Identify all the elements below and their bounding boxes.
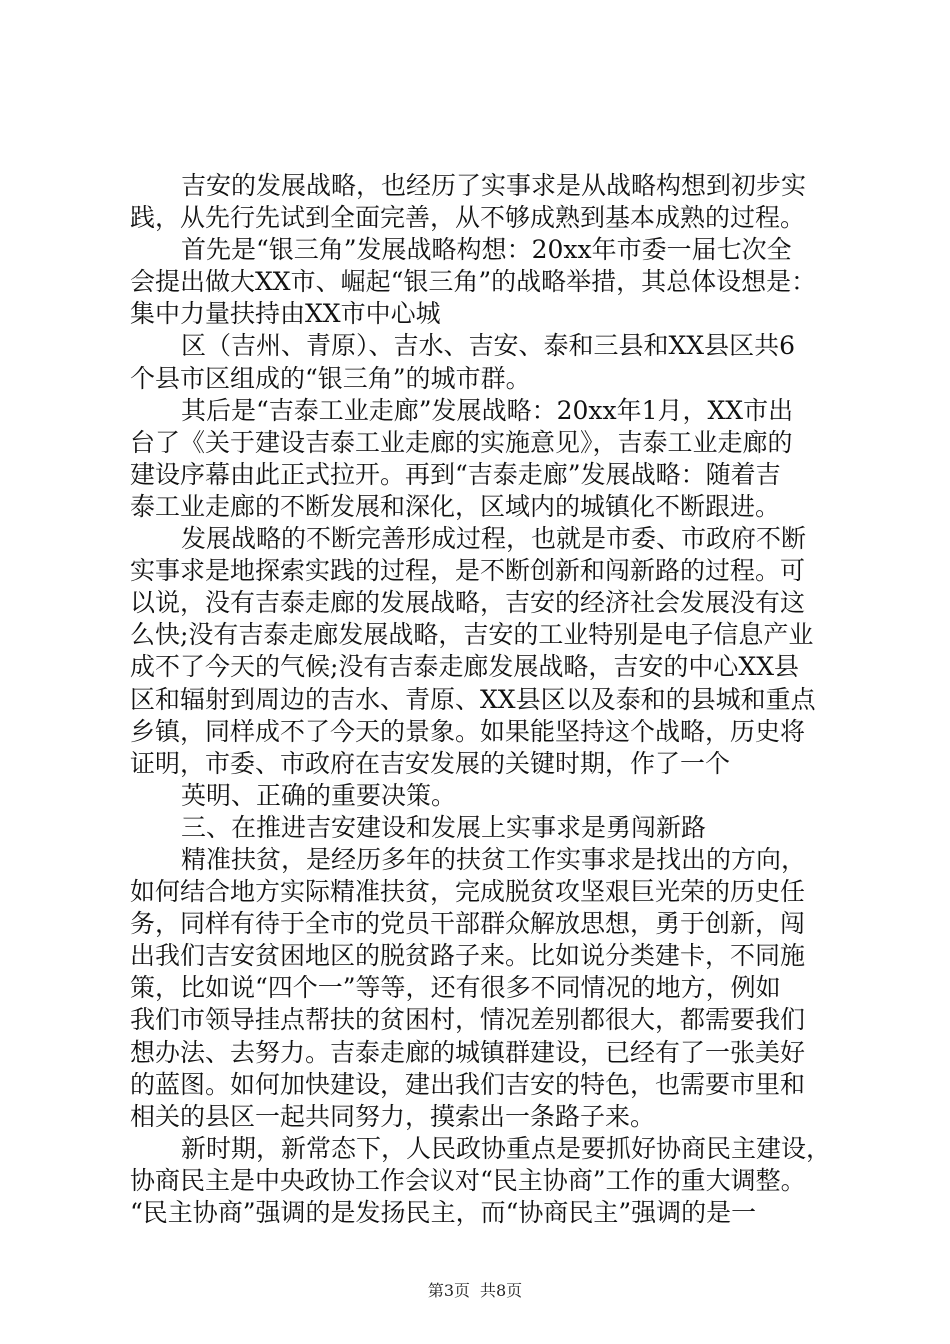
text-line-16: 成不了今天的气候;没有吉泰走廊发展战略，吉安的中心XX县 <box>130 652 800 682</box>
text-line-2: 践，从先行先试到全面完善，从不够成熟到基本成熟的过程。 <box>130 203 806 233</box>
text-line-17: 区和辐射到周边的吉水、青原、XX县区以及泰和的县城和重点 <box>130 684 816 714</box>
text-line-33: “民主协商”强调的是发扬民主，而“协商民主”强调的是一 <box>130 1198 757 1227</box>
text-line-12: 发展战略的不断完善形成过程，也就是市委、市政府不断 <box>181 524 807 554</box>
text-line-25: 出我们吉安贫困地区的脱贫路子来。比如说分类建卡，不同施 <box>130 941 806 971</box>
text-line-28: 想办法、去努力。吉泰走廊的城镇群建设，已经有了一张美好 <box>130 1037 806 1067</box>
text-line-10: 建设序幕由此正式拉开。再到“吉泰走廊”发展战略：随着吉 <box>130 459 781 489</box>
text-line-3: 首先是“银三角”发展战略构想：20xx年市委一届七次全 <box>181 235 792 265</box>
text-line-11: 泰工业走廊的不断发展和深化，区域内的城镇化不断跟进。 <box>130 491 781 521</box>
text-line-8: 其后是“吉泰工业走廊”发展战略：20xx年1月，XX市出 <box>181 395 794 425</box>
text-line-32: 协商民主是中央政协工作会议对“民主协商”工作的重大调整。 <box>130 1165 806 1195</box>
text-line-14: 以说，没有吉泰走廊的发展战略，吉安的经济社会发展没有这 <box>130 588 806 618</box>
text-line-18: 乡镇，同样成不了今天的景象。如果能坚持这个战略，历史将 <box>130 716 806 746</box>
text-line-7: 个县市区组成的“银三角”的城市群。 <box>130 363 531 393</box>
text-line-22: 精准扶贫，是经历多年的扶贫工作实事求是找出的方向， <box>181 844 807 874</box>
text-line-19: 证明，市委、市政府在吉安发展的关键时期，作了一个 <box>130 748 731 778</box>
text-line-23: 如何结合地方实际精准扶贫，完成脱贫攻坚艰巨光荣的历史任 <box>130 877 806 907</box>
text-line-27: 我们市领导挂点帮扶的贫困村，情况差别都很大，都需要我们 <box>130 1005 806 1035</box>
text-line-6: 区（吉州、青原）、吉水、吉安、泰和三县和XX县区共6 <box>181 331 796 361</box>
text-line-15: 么快;没有吉泰走廊发展战略，吉安的工业特别是电子信息产业 <box>130 620 814 650</box>
text-line-5: 集中力量扶持由XX市中心城 <box>130 299 441 329</box>
page-total: 共8页 <box>480 1281 523 1300</box>
text-line-13: 实事求是地探索实践的过程，是不断创新和闯新路的过程。可 <box>130 556 806 586</box>
text-line-26: 策，比如说“四个一”等等，还有很多不同情况的地方，例如 <box>130 973 781 1003</box>
text-line-24: 务，同样有待于全市的党员干部群众解放思想，勇于创新，闯 <box>130 909 806 939</box>
text-line-1: 吉安的发展战略，也经历了实事求是从战略构想到初步实 <box>181 171 807 200</box>
text-line-30: 相关的县区一起共同努力，摸索出一条路子来。 <box>130 1101 656 1131</box>
page-number: 第3页 <box>427 1281 470 1300</box>
text-line-29: 的蓝图。如何加快建设，建出我们吉安的特色，也需要市里和 <box>130 1069 806 1099</box>
document-body <box>130 170 832 1229</box>
text-line-20: 英明、正确的重要决策。 <box>181 780 457 810</box>
text-line-4: 会提出做大XX市、崛起“银三角”的战略举措，其总体设想是： <box>130 267 817 297</box>
page-footer <box>0 1281 950 1301</box>
text-line-31: 新时期，新常态下，人民政协重点是要抓好协商民主建设， <box>181 1133 832 1163</box>
section-heading: 三、在推进吉安建设和发展上实事求是勇闯新路 <box>181 812 707 842</box>
text-line-9: 台了《关于建设吉泰工业走廊的实施意见》，吉泰工业走廊的 <box>130 427 793 457</box>
